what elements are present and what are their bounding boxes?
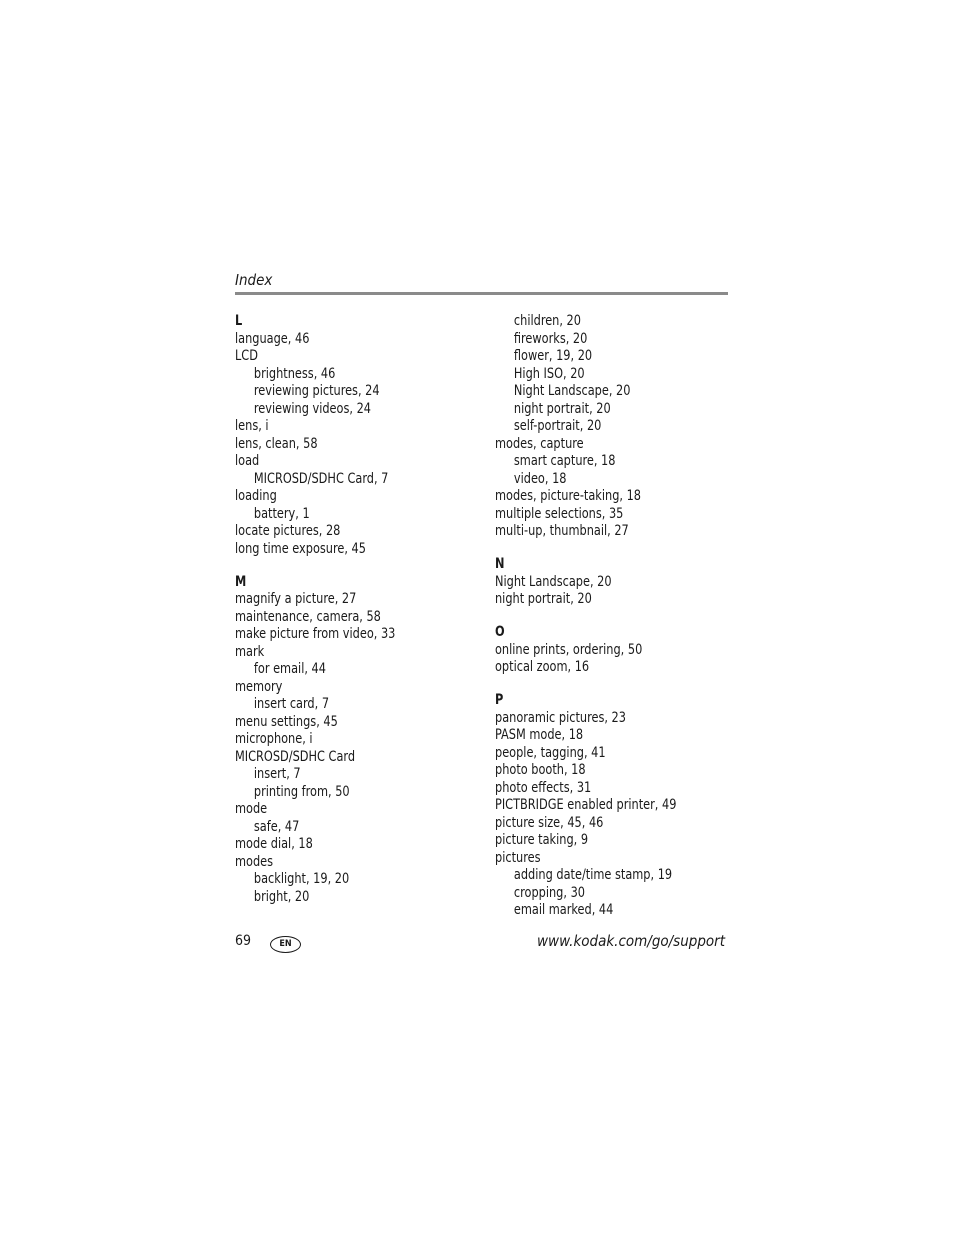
index-subentry: printing from, 50 (253, 783, 350, 800)
index-letter-heading: L (235, 313, 243, 329)
index-entry: online prints, ordering, 50 (495, 641, 643, 658)
section-gap (495, 541, 745, 557)
index-subentry: adding date/time stamp, 19 (513, 867, 673, 883)
index-subentry: insert, 7 (253, 766, 301, 782)
language-badge: EN (270, 936, 301, 953)
index-entry: menu settings, 45 (235, 713, 338, 730)
index-entry: LCD (235, 348, 258, 364)
index-column-right (495, 313, 745, 920)
index-subentry: fireworks, 20 (513, 330, 588, 347)
index-entry: mode (235, 801, 268, 817)
index-entry: modes (235, 853, 274, 870)
index-subentry: insert card, 7 (253, 696, 330, 712)
index-entry: panoramic pictures, 23 (495, 709, 626, 726)
index-letter-heading: M (235, 573, 247, 590)
index-entry: night portrait, 20 (495, 591, 592, 607)
index-subentry: for email, 44 (253, 661, 326, 677)
index-subentry: reviewing pictures, 24 (253, 383, 380, 399)
index-entry: lens, i (235, 418, 269, 434)
index-entry: modes, capture (495, 435, 584, 452)
index-subentry: backlight, 19, 20 (253, 871, 350, 887)
index-entry: loading (235, 488, 277, 504)
index-subentry: bright, 20 (253, 888, 310, 905)
index-letter-heading: N (495, 556, 505, 572)
section-gap (495, 609, 745, 625)
running-header: Index (235, 271, 273, 289)
index-subentry: children, 20 (513, 313, 581, 329)
index-subentry: smart capture, 18 (513, 453, 616, 469)
index-entry: microphone, i (235, 731, 313, 747)
index-entry: Night Landscape, 20 (495, 573, 612, 590)
index-entry: MICROSD/SDHC Card (235, 748, 356, 765)
index-entry: PASM mode, 18 (495, 727, 584, 743)
index-entry: lens, clean, 58 (235, 435, 318, 452)
support-url: www.kodak.com/go/support (537, 932, 725, 950)
index-subentry: MICROSD/SDHC Card, 7 (253, 470, 389, 487)
index-subentry: self-portrait, 20 (513, 418, 602, 434)
index-entry: multi-up, thumbnail, 27 (495, 523, 629, 539)
index-subentry: flower, 19, 20 (513, 348, 593, 364)
index-subentry: Night Landscape, 20 (513, 383, 631, 399)
index-entry: mark (235, 643, 265, 660)
index-entry: people, tagging, 41 (495, 744, 606, 761)
index-entry: maintenance, camera, 58 (235, 608, 381, 625)
index-entry: picture size, 45, 46 (495, 814, 604, 831)
index-entry: picture taking, 9 (495, 832, 589, 848)
index-column-left (235, 313, 485, 906)
index-entry: locate pictures, 28 (235, 523, 341, 539)
index-subentry: night portrait, 20 (513, 400, 611, 417)
index-entry: optical zoom, 16 (495, 659, 590, 675)
page-number: 69 (235, 933, 252, 949)
index-subentry: battery, 1 (253, 505, 310, 522)
index-letter-heading: O (495, 624, 505, 640)
index-entry: modes, picture-taking, 18 (495, 488, 642, 504)
index-subentry: brightness, 46 (253, 365, 336, 382)
index-entry: long time exposure, 45 (235, 540, 366, 557)
section-gap (495, 677, 745, 693)
index-entry: PICTBRIDGE enabled printer, 49 (495, 797, 677, 813)
index-entry: language, 46 (235, 330, 310, 347)
index-subentry: email marked, 44 (513, 902, 614, 918)
index-subentry: video, 18 (513, 470, 567, 487)
index-entry: memory (235, 678, 283, 695)
index-entry: photo effects, 31 (495, 779, 592, 796)
index-entry: pictures (495, 849, 541, 866)
index-entry: make picture from video, 33 (235, 626, 396, 642)
header-rule (235, 292, 728, 295)
index-subentry: cropping, 30 (513, 884, 585, 901)
index-entry: load (235, 453, 260, 469)
index-entry: mode dial, 18 (235, 836, 313, 852)
index-entry: multiple selections, 35 (495, 505, 624, 522)
section-gap (235, 558, 485, 574)
index-subentry: reviewing videos, 24 (253, 400, 371, 417)
index-subentry: High ISO, 20 (513, 365, 585, 382)
index-subentry: safe, 47 (253, 818, 300, 835)
index-entry: magnify a picture, 27 (235, 591, 357, 607)
index-entry: photo booth, 18 (495, 762, 586, 778)
index-letter-heading: P (495, 692, 504, 708)
